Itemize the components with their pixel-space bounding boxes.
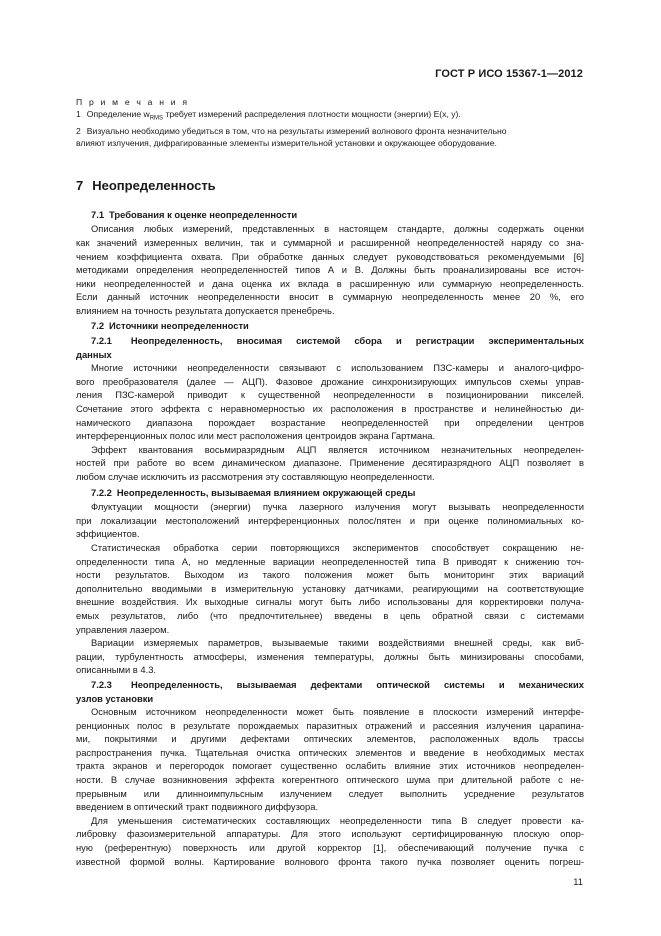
text-line: ления ПЗС-камерой приводит к существенной неопределенности в позиционировании пикселей. bbox=[76, 389, 584, 401]
subsubsection-title: Неопределенность, вызываемая дефектами оптической системы и механических bbox=[130, 678, 584, 690]
note-number: 1 bbox=[76, 109, 81, 119]
text-line: чением коэффициента охвата. При обработке данных следует руководствоваться рекомендуемыми [6] bbox=[76, 250, 584, 262]
subsection-title: Источники неопределенности bbox=[109, 320, 249, 332]
text-line: описанными в 4.3. bbox=[76, 664, 157, 676]
section-heading bbox=[76, 178, 584, 194]
paragraph bbox=[76, 541, 584, 636]
heading-line bbox=[76, 334, 584, 348]
text-line: эффициентов. bbox=[76, 528, 140, 540]
text-line: определенности типа А, но медленные вариации неопределенностей типа В приводят к снижению точ- bbox=[76, 555, 584, 567]
text-line: ности. В случае возникновения эффекта когерентного оптического шума при длительной работе с не- bbox=[76, 774, 584, 786]
note-text: Определение w bbox=[86, 109, 150, 119]
text-line: ренционных полос в результате порождаемых паразитных отражений и рассеяния излучения царапина- bbox=[76, 719, 584, 731]
text-line: емых результатов, либо (что предпочтительнее) введены в цепь обратной связи с системами bbox=[76, 609, 584, 621]
text-line: ностей при работе во всем динамическом диапазоне. Применение десятиразрядного АЦП позволяет в bbox=[76, 457, 584, 469]
text-line: управления лазером. bbox=[76, 623, 170, 635]
text-line: известной формой волны. Картирование волнового фронта такого пучка позволяет оценить погреш- bbox=[76, 855, 584, 867]
subsubsection-heading-7-2-3 bbox=[76, 678, 584, 705]
text-line: методиками определения неопределенностей типов А и В. Должны быть проанализированы все источ- bbox=[76, 264, 584, 276]
text-line: введением в оптический тракт подвижного диффузора. bbox=[76, 801, 319, 813]
text-line: Для уменьшения систематических составляющих неопределенности типа В следует провести ка- bbox=[91, 814, 584, 826]
text-line: Сочетание этого эффекта с неравномерностью их расположения в пространстве и нелинейностью ди- bbox=[76, 403, 584, 415]
heading-line bbox=[76, 678, 584, 692]
subsection-heading-7-2 bbox=[76, 319, 584, 333]
paragraph bbox=[76, 636, 584, 677]
subsection-number: 7.2 bbox=[91, 320, 105, 332]
subsubsection-title: Неопределенность, вызываемая влиянием окружающей среды bbox=[116, 486, 416, 498]
paragraph bbox=[76, 500, 584, 541]
text-line: ную (референтную) поверхность или другой корректор [1], обеспечивающий получение пучка с bbox=[76, 842, 584, 854]
subsection-title: Требования к оценке неопределенности bbox=[109, 208, 298, 220]
subsection-heading-7-1 bbox=[76, 208, 584, 222]
note-number: 2 bbox=[76, 125, 81, 136]
page-content bbox=[76, 96, 584, 868]
subsubsection-heading-7-2-2 bbox=[76, 486, 584, 500]
subsubsection-title: Неопределенность, вносимая системой сбора и регистрации экспериментальных bbox=[130, 335, 584, 347]
heading-line: узлов установки bbox=[76, 692, 154, 704]
paragraph bbox=[76, 222, 584, 317]
text-line: Флуктуации мощности (энергии) пучка лазерного излучения могут вызывать неопределенности bbox=[91, 501, 584, 513]
note-text-cont: влияют излучения, дифрагированные элементы измерительной установки и окружающее оборудование. bbox=[76, 137, 497, 148]
standard-designation: ГОСТ Р ИСО 15367-1—2012 bbox=[435, 68, 583, 80]
paragraph bbox=[76, 705, 584, 814]
text-line: ми, покрытиями и другими дефектами оптических элементов, расположенных вдоль трассы bbox=[76, 733, 584, 745]
notes-title: П р и м е ч а н и я bbox=[76, 97, 190, 107]
text-line: Многие источники неопределенности связывают с использованием ПЗС-камеры и аналого-цифро- bbox=[91, 362, 584, 374]
subsection-number: 7.1 bbox=[91, 208, 105, 220]
note-text: Визуально необходимо убедиться в том, что на результаты измерений волнового фронта незначительно bbox=[86, 125, 507, 136]
text-line: Описания любых измерений, представленных в настоящем стандарте, должны содержать оценки bbox=[91, 223, 584, 235]
text-line: распространения пучка. Тщательная очистка оптических элементов и введение в необходимых местах bbox=[76, 746, 584, 758]
subsubsection-number: 7.2.1 bbox=[91, 335, 112, 347]
text-line: прерывным или длинноимпульсным излучением следует выполнить усреднение результатов bbox=[76, 787, 584, 799]
subsubsection-heading-7-2-1 bbox=[76, 334, 584, 361]
note-2 bbox=[76, 125, 584, 149]
text-line: внешние воздействия. Их выходные сигналы могут быть либо использованы для корректировки получа- bbox=[76, 596, 584, 608]
section-number: 7 bbox=[76, 177, 84, 193]
page-number: 11 bbox=[573, 876, 583, 887]
text-line: при локализации местоположений интерференционных полос/пятен и при оценке полиномиальных ко- bbox=[76, 514, 584, 526]
text-line: намического диапазона порождает возрастание неопределенностей при определении центров bbox=[76, 416, 584, 428]
note-1 bbox=[76, 108, 584, 125]
text-line: Если данный источник неопределенности вносит в суммарную неопределенность менее 20 %, его bbox=[76, 291, 584, 303]
paragraph bbox=[76, 814, 584, 868]
section-title: Неопределенность bbox=[92, 177, 216, 193]
note-subscript: RMS bbox=[149, 115, 164, 122]
subsubsection-number: 7.2.2 bbox=[91, 486, 112, 498]
heading-line: данных bbox=[76, 348, 112, 360]
text-line: интерференционных полос или мест расположения центроидов экрана Гартмана. bbox=[76, 430, 436, 442]
text-line: любом случае исключить из рассмотрения эту составляющую неопределенности. bbox=[76, 471, 435, 482]
note-text-rest: требует измерений распределения плотности мощности (энергии) E(x, y). bbox=[163, 109, 461, 119]
text-line: ности результатов. Выходом из такого положения может быть мониторинг этих вариаций bbox=[76, 569, 584, 581]
text-line: Статистическая обработка серии повторяющихся экспериментов способствует сокращению не- bbox=[91, 541, 584, 553]
text-line: дополнительно вводимыми в измерительную установку датчиками, реагирующими на соответствующие bbox=[76, 582, 584, 594]
text-line: влиянием на точность результата допускается пренебречь. bbox=[76, 304, 335, 316]
text-line: Основным источником неопределенности может быть появление в плоскости измерений интерфе- bbox=[91, 706, 584, 718]
paragraph bbox=[76, 443, 584, 484]
text-line: либровку фазоизмерительной аппаратуры. Для этого используют сертифицированную плоскую опор- bbox=[76, 828, 584, 840]
text-line: ники неопределенностей и дана оценка их вклада в расширенную или суммарную неопределенность. bbox=[76, 277, 584, 289]
text-line: как значений измеренных величин, так и суммарной и расширенной неопределенностей наряду со зна- bbox=[76, 236, 584, 248]
paragraph bbox=[76, 361, 584, 443]
text-line: Эффект квантования восьмиразрядным АЦП является источником незначительных неопределен- bbox=[91, 443, 584, 455]
text-line: вого преобразователя (далее — АЦП). Фазовое дрожание синхронизирующих импульсов схемы управ- bbox=[76, 375, 584, 387]
text-line: тракта экранов и перегородок помогает существенно ослабить влияние этих источников неопределен- bbox=[76, 760, 584, 772]
subsubsection-number: 7.2.3 bbox=[91, 678, 112, 690]
text-line: рации, турбулентность атмосферы, изменения температуры, должны быть минизированы способами, bbox=[76, 650, 584, 662]
text-line: Вариации измеряемых параметров, вызываемые такими воздействиями внешней среды, как виб- bbox=[91, 637, 584, 649]
